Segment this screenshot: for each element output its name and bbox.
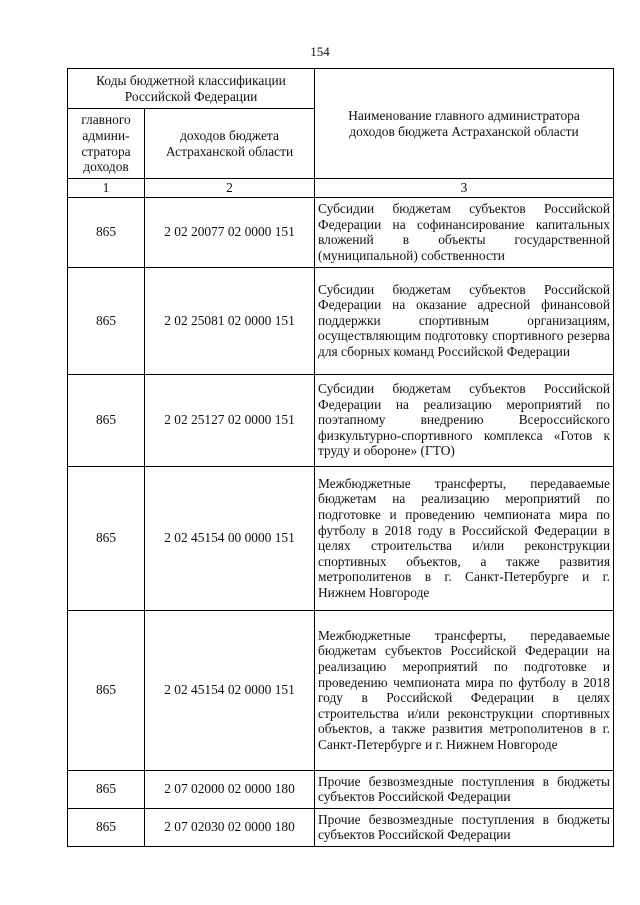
admin-code: 865 — [68, 610, 145, 770]
admin-code: 865 — [68, 770, 145, 808]
revenue-code: 2 02 25081 02 0000 151 — [145, 267, 315, 374]
table-row — [68, 610, 614, 770]
revenue-code: 2 07 02030 02 0000 180 — [145, 808, 315, 846]
revenue-name: Межбюджетные трансферты, передаваемые бюджетам субъектов Российской Федерации на реализацию мероприятий по подготовке и проведению чемпионата мира по футболу в 2018 году в Российской Федерации в целях строительства и/или реконструкции спортивных объектов, а также развития метрополитенов в г. Санкт-Петербурге и г. Нижнем Новгороде — [315, 610, 614, 770]
admin-code: 865 — [68, 197, 145, 267]
table-row — [68, 374, 614, 466]
page-number: 154 — [310, 44, 330, 59]
revenue-code: 2 02 25127 02 0000 151 — [145, 374, 315, 466]
revenue-name: Прочие безвозмездные поступления в бюджеты субъектов Российской Федерации — [315, 808, 614, 846]
revenue-code: 2 02 20077 02 0000 151 — [145, 197, 315, 267]
admin-code: 865 — [68, 466, 145, 610]
column-number-1: 1 — [68, 179, 145, 198]
revenue-code: 2 02 45154 00 0000 151 — [145, 466, 315, 610]
column-number-3: 3 — [315, 179, 614, 198]
revenue-name: Субсидии бюджетам субъектов Российской Федерации на софинансирование капитальных вложений в объекты государственной (муниципальной) собственности — [315, 197, 614, 267]
revenue-name: Межбюджетные трансферты, передаваемые бюджетам на реализацию мероприятий по подготовке и проведению чемпионата мира по футболу в 2018 году в Российской Федерации в целях строительства и/или реконструкции спортивных объектов, а также развития метрополитенов в г. Санкт-Петербурге и г. Нижнем Новгороде — [315, 466, 614, 610]
header-chief-administrator: главного админи-стратора доходов — [68, 109, 145, 179]
header-revenue-code: доходов бюджета Астраханской области — [145, 109, 315, 179]
header-administrator-name: Наименование главного администратора доходов бюджета Астраханской области — [315, 69, 614, 179]
table-row — [68, 267, 614, 374]
admin-code: 865 — [68, 267, 145, 374]
revenue-name: Прочие безвозмездные поступления в бюджеты субъектов Российской Федерации — [315, 770, 614, 808]
revenue-code: 2 07 02000 02 0000 180 — [145, 770, 315, 808]
revenue-name: Субсидии бюджетам субъектов Российской Федерации на оказание адресной финансовой поддержки спортивным организациям, осуществляющим подготовку спортивного резерва для сборных команд Российской Федерации — [315, 267, 614, 374]
revenue-name: Субсидии бюджетам субъектов Российской Федерации на реализацию мероприятий по поэтапному внедрению Всероссийского физкультурно-спортивного комплекса «Готов к труду и обороне» (ГТО) — [315, 374, 614, 466]
header-classification-codes: Коды бюджетной классификации Российской Федерации — [68, 69, 315, 109]
admin-code: 865 — [68, 374, 145, 466]
table-row — [68, 197, 614, 267]
column-numbers-row — [68, 179, 614, 198]
column-number-2: 2 — [145, 179, 315, 198]
table-row — [68, 808, 614, 846]
revenue-code: 2 02 45154 02 0000 151 — [145, 610, 315, 770]
budget-codes-table — [67, 68, 614, 847]
table-row — [68, 466, 614, 610]
table-row — [68, 770, 614, 808]
admin-code: 865 — [68, 808, 145, 846]
